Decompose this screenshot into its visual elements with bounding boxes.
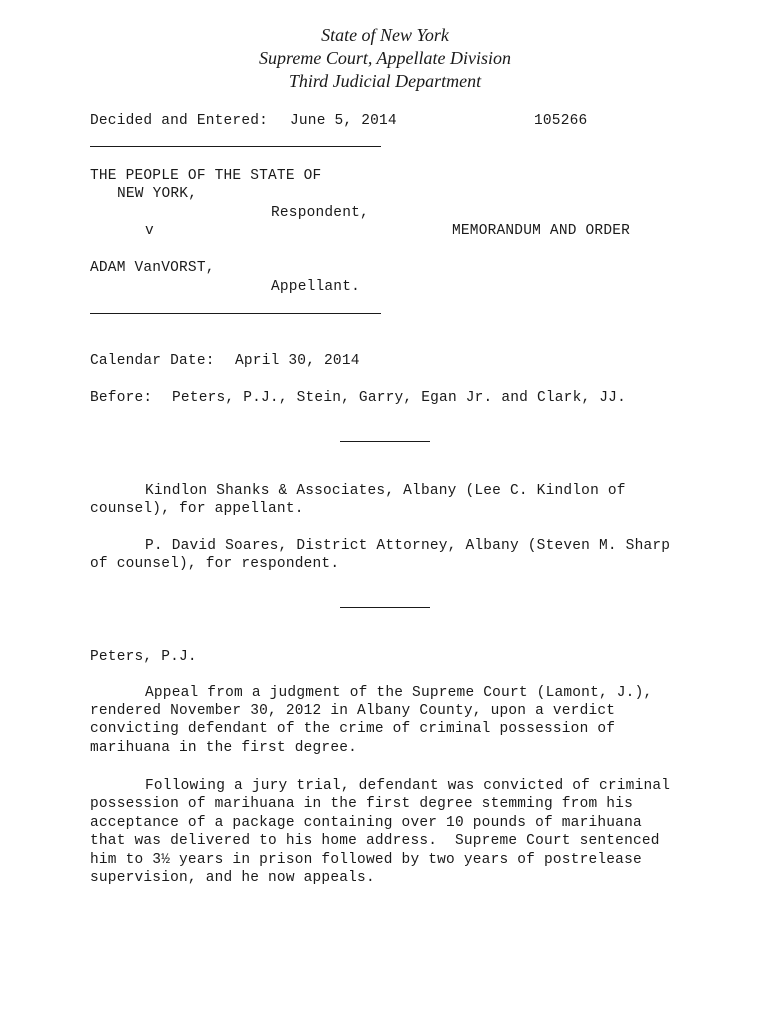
opinion-para1-line: rendered November 30, 2012 in Albany County, upon a verdict <box>90 703 616 719</box>
before-judges: Peters, P.J., Stein, Garry, Egan Jr. and Clark, JJ. <box>172 390 626 406</box>
decided-date: June 5, 2014 <box>290 113 397 129</box>
before-label: Before: <box>90 390 153 406</box>
section-divider-2 <box>340 607 430 608</box>
decided-label: Decided and Entered: <box>90 113 269 129</box>
respondent-counsel-line-1: P. David Soares, District Attorney, Albany (Steven M. Sharp <box>145 538 671 554</box>
opinion-para1-line: convicting defendant of the crime of criminal possession of <box>90 721 616 737</box>
opinion-author: Peters, P.J. <box>90 649 197 665</box>
docket-number: 105266 <box>534 113 588 129</box>
court-name-state: State of New York <box>321 25 449 45</box>
plaintiff-line-1: THE PEOPLE OF THE STATE OF <box>90 168 322 184</box>
plaintiff-line-2: NEW YORK, <box>117 186 198 202</box>
defendant-role: Appellant. <box>271 279 361 295</box>
opinion-para2-line: supervision, and he now appeals. <box>90 870 375 886</box>
opinion-para2-line: that was delivered to his home address. Supreme Court sentenced <box>90 833 660 849</box>
opinion-para2-line: Following a jury trial, defendant was convicted of criminal <box>145 778 671 794</box>
appellant-counsel-line-1: Kindlon Shanks & Associates, Albany (Lee C. Kindlon of <box>145 483 626 499</box>
appellant-counsel-line-2: counsel), for appellant. <box>90 501 304 517</box>
opinion-para1-line: Appeal from a judgment of the Supreme Court (Lamont, J.), <box>145 685 653 701</box>
respondent-counsel-line-2: of counsel), for respondent. <box>90 556 340 572</box>
court-name-department: Third Judicial Department <box>288 71 482 91</box>
opinion-para2-line: acceptance of a package containing over 10 pounds of marihuana <box>90 815 642 831</box>
caption-rule-bottom <box>90 313 381 314</box>
versus: v <box>145 223 154 239</box>
defendant-name: ADAM VanVORST, <box>90 260 215 276</box>
opinion-para2-line: him to 3½ years in prison followed by two years of postrelease <box>90 852 642 868</box>
section-divider-1 <box>340 441 430 442</box>
plaintiff-role: Respondent, <box>271 205 369 221</box>
document-type: MEMORANDUM AND ORDER <box>452 223 631 239</box>
opinion-para2-line: possession of marihuana in the first degree stemming from his <box>90 796 633 812</box>
calendar-label: Calendar Date: <box>90 353 215 369</box>
court-name-division: Supreme Court, Appellate Division <box>259 48 511 68</box>
caption-rule-top <box>90 146 381 147</box>
opinion-para1-line: marihuana in the first degree. <box>90 740 358 756</box>
calendar-date: April 30, 2014 <box>235 353 360 369</box>
